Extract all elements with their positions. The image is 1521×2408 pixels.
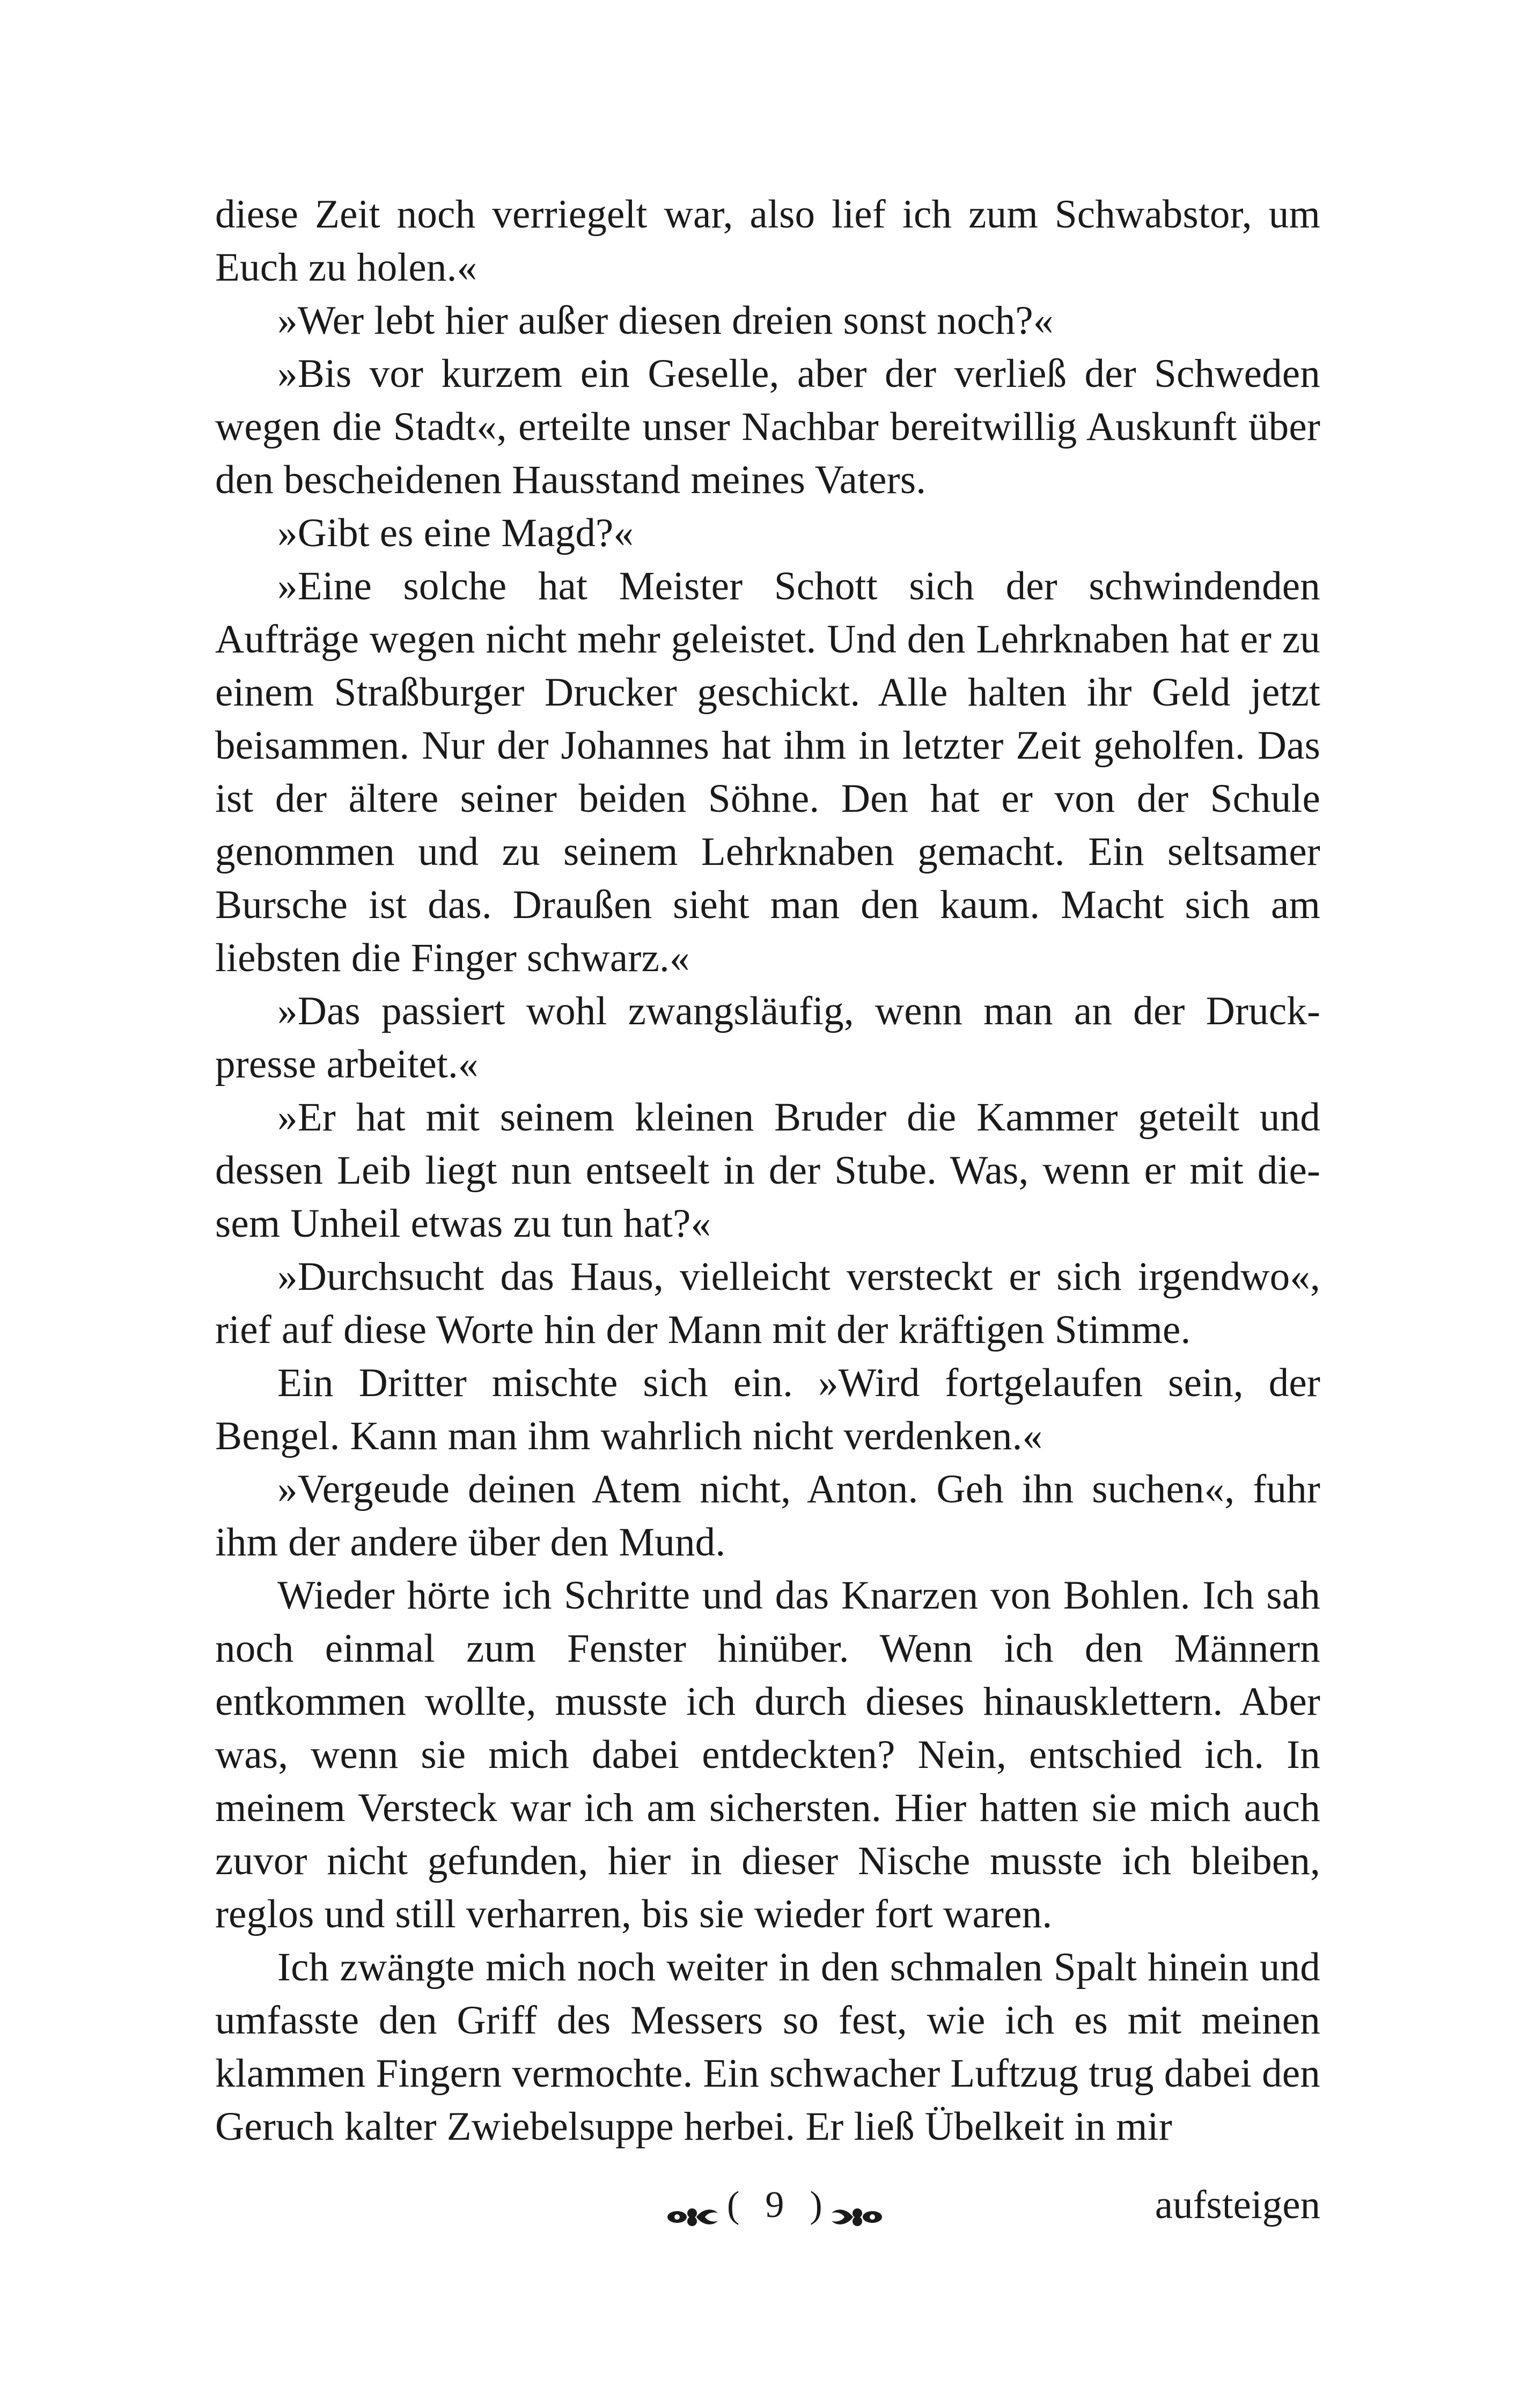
paragraph: »Er hat mit seinem kleinen Bruder die Kammer geteilt und dessen Leib liegt nun entseelt in der Stube. Was, wenn er mit diesem Unheil etwas zu tun hat?« bbox=[215, 1095, 1320, 1246]
fleuron-left-icon bbox=[665, 2192, 722, 2219]
page-number bbox=[665, 2178, 884, 2232]
paragraph: »Gibt es eine Magd?« bbox=[277, 511, 634, 555]
paren-open: ( bbox=[727, 2184, 740, 2226]
paragraph: Ein Dritter mischte sich ein. »Wird fortgelaufen sein, der Bengel. Kann man ihm wahrlich nicht verdenken.« bbox=[215, 1361, 1320, 1458]
paragraph: »Bis vor kurzem ein Geselle, aber der verließ der Schweden wegen die Stadt«, erteilte unser Nachbar bereitwillig Auskunft über den bescheidenen Hausstand meines Vaters. bbox=[215, 351, 1320, 502]
running-foot: aufsteigen bbox=[1155, 2183, 1320, 2227]
page-number-value: 9 bbox=[765, 2184, 784, 2226]
paragraph: Wieder hörte ich Schritte und das Knarzen von Bohlen. Ich sah noch einmal zum Fenster hinüber. Wenn ich den Männern entkommen wollte, musste ich durch dieses hinausklettern. Aber was, wenn sie mich dabei entdeckten? Nein, entschied ich. In meinem Versteck war ich am sichersten. Hier hatten sie mich auch zuvor nicht gefunden, hier in dieser Nische musste ich bleiben, reglos und still verharren, bis sie wieder fort waren. bbox=[215, 1573, 1320, 1936]
paragraph: Ich zwängte mich noch weiter in den schmalen Spalt hinein und umfasste den Griff des Messers so fest, wie ich es mit meinen klammen Fingern vermochte. Ein schwacher Luftzug trug dabei den Geruch kalter Zwiebelsuppe herbei. Er ließ Übelkeit in mir bbox=[215, 1945, 1320, 2149]
paragraph: »Durchsucht das Haus, vielleicht versteckt er sich irgendwo«, rief auf diese Worte hin der Mann mit der kräftigen Stimme. bbox=[215, 1254, 1320, 1352]
paragraph: diese Zeit noch verriegelt war, also lief ich zum Schwabstor, um Euch zu holen.« bbox=[215, 192, 1320, 290]
paragraph: »Das passiert wohl zwangsläufig, wenn man an der Druckpresse arbeitet.« bbox=[215, 989, 1320, 1086]
paragraph: »Vergeude deinen Atem nicht, Anton. Geh ihn suchen«, fuhr ihm der andere über den Mund. bbox=[215, 1467, 1320, 1565]
body-text bbox=[215, 188, 1320, 2153]
fleuron-right-icon bbox=[828, 2192, 884, 2219]
paren-close: ) bbox=[810, 2184, 822, 2226]
paragraph: »Eine solche hat Meister Schott sich der schwindenden Aufträge wegen nicht mehr geleistet. Und den Lehrknaben hat er zu einem Straßburger Drucker geschickt. Alle halten ihr Geld jetzt beisammen. Nur der Johannes hat ihm in letzter Zeit geholfen. Das ist der ältere seiner beiden Söhne. Den hat er von der Schule genommen und zu seinem Lehrknaben gemacht. Ein seltsamer Bursche ist das. Draußen sieht man den kaum. Macht sich am liebsten die Finger schwarz.« bbox=[215, 564, 1320, 980]
paragraph: »Wer lebt hier außer diesen dreien sonst noch?« bbox=[277, 298, 1054, 343]
